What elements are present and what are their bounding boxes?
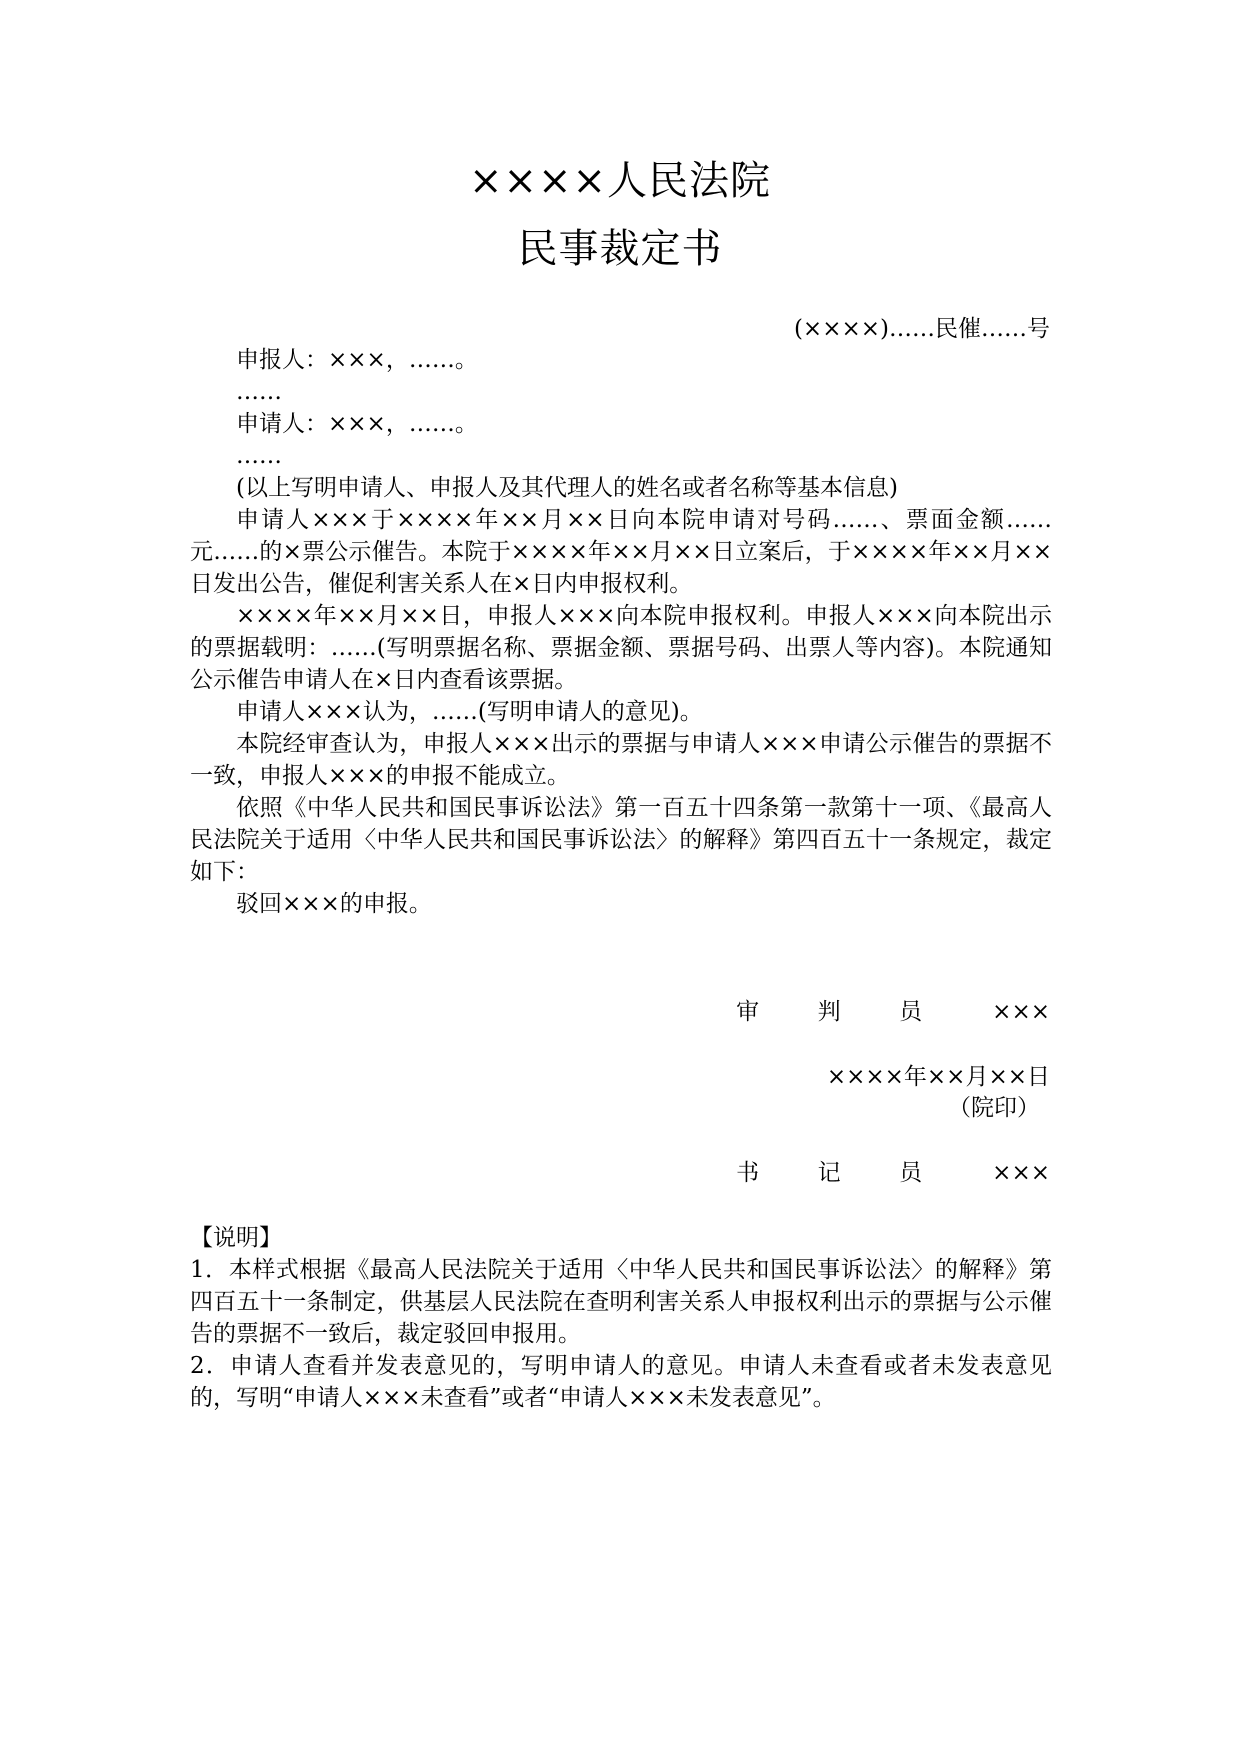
paragraph-application: 申请人×××于××××年××月××日向本院申请对号码……、票面金额……元……的×票公示催告。本院于××××年××月××日立案后，于××××年××月××日发出公告，催促利害关系人在×日内申报权利。 [190, 507, 1052, 597]
case-number: (××××)……民催……号 [793, 316, 1050, 342]
notes-heading: 【说明】 [190, 1225, 282, 1251]
document-type: 民事裁定书 [517, 226, 723, 272]
judge-role: 审判员 [736, 999, 923, 1025]
court-name: ××××人民法院 [468, 158, 772, 204]
applicant-line: 申请人：×××，……。 [236, 411, 478, 437]
judge-name: ××× [992, 999, 1050, 1025]
document-body [190, 344, 1052, 920]
applicant-more: …… [236, 443, 282, 469]
party-info-note: (以上写明申请人、申报人及其代理人的姓名或者名称等基本信息) [236, 475, 898, 501]
court-seal-note: （院印） [948, 1095, 1040, 1121]
paragraph-court-finding: 本院经审查认为，申报人×××出示的票据与申请人×××申请公示催告的票据不一致，申报人×××的申报不能成立。 [190, 731, 1052, 789]
clerk-role: 书记员 [736, 1160, 923, 1186]
paragraph-declaration: ××××年××月××日，申报人×××向本院申报权利。申报人×××向本院出示的票据载明：……(写明票据名称、票据金额、票据号码、出票人等内容)。本院通知公示催告申请人在×日内查看该票据。 [190, 603, 1052, 693]
judge-signature [736, 996, 1050, 1028]
paragraph-ruling: 驳回×××的申报。 [236, 891, 432, 917]
paragraph-legal-basis: 依照《中华人民共和国民事诉讼法》第一百五十四条第一款第十一项、《最高人民法院关于适用〈中华人民共和国民事诉讼法〉的解释》第四百五十一条规定，裁定如下： [190, 795, 1052, 885]
clerk-name: ××× [992, 1160, 1050, 1186]
clerk-signature [736, 1157, 1050, 1189]
explanation-notes [190, 1222, 1052, 1414]
declarant-more: …… [236, 379, 282, 405]
note-item-1: 1．本样式根据《最高人民法院关于适用〈中华人民共和国民事诉讼法〉的解释》第四百五十一条制定，供基层人民法院在查明利害关系人申报权利出示的票据与公示催告的票据不一致后，裁定驳回申报用。 [190, 1257, 1052, 1347]
ruling-date: ××××年××月××日 [826, 1064, 1050, 1090]
paragraph-applicant-opinion: 申请人×××认为，……(写明申请人的意见)。 [236, 699, 703, 725]
note-item-2: 2．申请人查看并发表意见的，写明申请人的意见。申请人未查看或者未发表意见的，写明“申请人×××未查看”或者“申请人×××未发表意见”。 [190, 1353, 1052, 1411]
declarant-line: 申报人：×××，……。 [236, 347, 478, 373]
